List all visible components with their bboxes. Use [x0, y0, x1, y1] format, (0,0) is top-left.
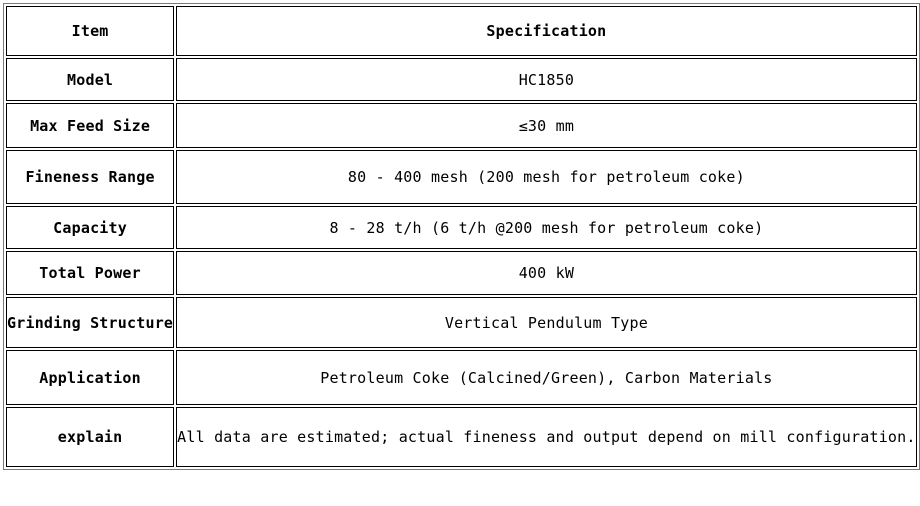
- row-label-model: Model: [6, 58, 174, 101]
- table-row: [6, 206, 917, 249]
- row-label-total-power: Total Power: [6, 251, 174, 295]
- row-value-capacity: 8 - 28 t/h (6 t/h @200 mesh for petroleum coke): [176, 206, 916, 249]
- row-value-grinding-structure: Vertical Pendulum Type: [176, 297, 916, 348]
- header-item: Item: [6, 6, 174, 56]
- header-specification: Specification: [176, 6, 916, 56]
- row-label-capacity: Capacity: [6, 206, 174, 249]
- row-value-total-power: 400 kW: [176, 251, 916, 295]
- table-row: [6, 297, 917, 348]
- row-label-fineness-range: Fineness Range: [6, 150, 174, 204]
- table-row: [6, 58, 917, 101]
- row-value-model: HC1850: [176, 58, 916, 101]
- table-row: [6, 350, 917, 405]
- row-label-application: Application: [6, 350, 174, 405]
- row-value-fineness-range: 80 - 400 mesh (200 mesh for petroleum coke): [176, 150, 916, 204]
- row-value-max-feed-size: ≤30 mm: [176, 103, 916, 148]
- table-row: [6, 407, 917, 467]
- table-header-row: [6, 6, 917, 56]
- table-row: [6, 103, 917, 148]
- spec-table: [3, 3, 920, 470]
- row-value-explain: All data are estimated; actual fineness and output depend on mill configuration.: [176, 407, 916, 467]
- table-row: [6, 150, 917, 204]
- row-value-application: Petroleum Coke (Calcined/Green), Carbon Materials: [176, 350, 916, 405]
- row-label-grinding-structure: Grinding Structure: [6, 297, 174, 348]
- table-row: [6, 251, 917, 295]
- row-label-max-feed-size: Max Feed Size: [6, 103, 174, 148]
- row-label-explain: explain: [6, 407, 174, 467]
